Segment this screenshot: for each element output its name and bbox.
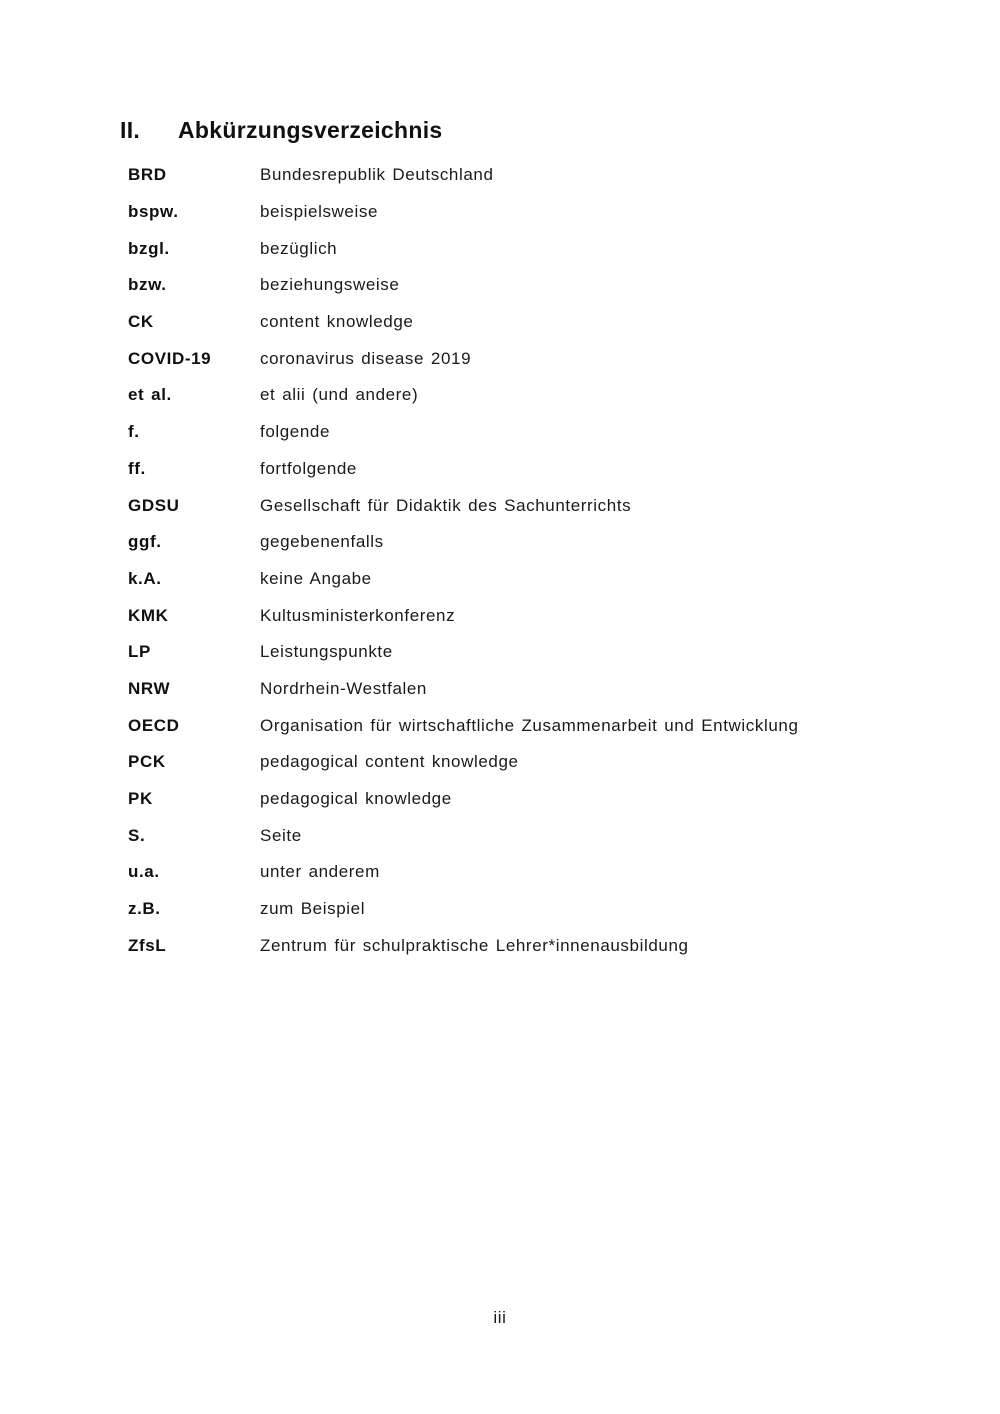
abbreviation-definition: et alii (und andere) bbox=[260, 385, 419, 405]
abbreviation-term: u.a. bbox=[128, 862, 160, 882]
abbreviation-row bbox=[128, 230, 910, 267]
abbreviation-term: bzgl. bbox=[128, 238, 170, 258]
abbreviation-definition: Organisation für wirtschaftliche Zusammenarbeit und Entwicklung bbox=[260, 715, 799, 735]
abbreviation-definition: content knowledge bbox=[260, 312, 414, 332]
abbreviation-definition: beziehungsweise bbox=[260, 275, 400, 295]
abbreviation-term: ZfsL bbox=[128, 935, 167, 955]
page-footer bbox=[0, 1308, 1000, 1328]
abbreviation-definition: Gesellschaft für Didaktik des Sachunterrichts bbox=[260, 495, 632, 515]
section-heading bbox=[120, 116, 910, 144]
abbreviation-term: CK bbox=[128, 312, 154, 332]
abbreviation-definition: keine Angabe bbox=[260, 568, 372, 588]
abbreviation-definition: zum Beispiel bbox=[260, 899, 366, 919]
abbreviation-term: k.A. bbox=[128, 568, 162, 588]
abbreviation-definition: Bundesrepublik Deutschland bbox=[260, 165, 494, 185]
abbreviation-row bbox=[128, 781, 910, 818]
abbreviation-row bbox=[128, 561, 910, 598]
abbreviation-row bbox=[128, 597, 910, 634]
abbreviation-definition: Kultusministerkonferenz bbox=[260, 605, 456, 625]
abbreviation-definition: pedagogical knowledge bbox=[260, 789, 452, 809]
abbreviation-definition: Leistungspunkte bbox=[260, 642, 393, 662]
abbreviation-row bbox=[128, 634, 910, 671]
abbreviation-row bbox=[128, 340, 910, 377]
abbreviation-definition: folgende bbox=[260, 422, 331, 442]
abbreviation-row bbox=[128, 267, 910, 304]
abbreviation-row bbox=[128, 891, 910, 928]
abbreviation-term: BRD bbox=[128, 165, 167, 185]
abbreviation-row bbox=[128, 194, 910, 231]
abbreviation-row bbox=[128, 854, 910, 891]
section-number: II. bbox=[120, 117, 141, 143]
abbreviation-row bbox=[128, 304, 910, 341]
abbreviation-term: ggf. bbox=[128, 532, 162, 552]
abbreviation-row bbox=[128, 671, 910, 708]
abbreviation-term: et al. bbox=[128, 385, 172, 405]
abbreviation-row bbox=[128, 451, 910, 488]
abbreviation-definition: Nordrhein-Westfalen bbox=[260, 678, 427, 698]
abbreviation-term: OECD bbox=[128, 715, 180, 735]
abbreviation-definition: Seite bbox=[260, 825, 302, 845]
abbreviation-definition: gegebenenfalls bbox=[260, 532, 384, 552]
abbreviation-term: PCK bbox=[128, 752, 166, 772]
abbreviation-row bbox=[128, 707, 910, 744]
abbreviation-term: KMK bbox=[128, 605, 169, 625]
abbreviation-definition: unter anderem bbox=[260, 862, 380, 882]
abbreviation-row bbox=[128, 817, 910, 854]
abbreviation-row bbox=[128, 414, 910, 451]
abbreviation-row bbox=[128, 927, 910, 964]
abbreviation-row bbox=[128, 377, 910, 414]
abbreviation-term: f. bbox=[128, 422, 140, 442]
page-content bbox=[120, 116, 910, 964]
abbreviation-term: NRW bbox=[128, 678, 171, 698]
abbreviation-list bbox=[128, 157, 910, 964]
abbreviation-definition: coronavirus disease 2019 bbox=[260, 348, 472, 368]
abbreviation-term: ff. bbox=[128, 458, 146, 478]
abbreviation-term: COVID-19 bbox=[128, 348, 212, 368]
abbreviation-term: LP bbox=[128, 642, 151, 662]
abbreviation-definition: beispielsweise bbox=[260, 202, 379, 222]
abbreviation-term: GDSU bbox=[128, 495, 180, 515]
section-title: Abkürzungsverzeichnis bbox=[178, 117, 443, 143]
abbreviation-row bbox=[128, 744, 910, 781]
abbreviation-definition: pedagogical content knowledge bbox=[260, 752, 519, 772]
abbreviation-term: S. bbox=[128, 825, 146, 845]
abbreviation-row bbox=[128, 487, 910, 524]
abbreviation-definition: Zentrum für schulpraktische Lehrer*innenausbildung bbox=[260, 935, 689, 955]
abbreviation-term: bspw. bbox=[128, 202, 179, 222]
abbreviation-term: bzw. bbox=[128, 275, 167, 295]
abbreviation-term: PK bbox=[128, 789, 153, 809]
page-number: iii bbox=[493, 1308, 507, 1327]
abbreviation-term: z.B. bbox=[128, 899, 161, 919]
abbreviation-definition: fortfolgende bbox=[260, 458, 357, 478]
abbreviation-row bbox=[128, 157, 910, 194]
abbreviation-definition: bezüglich bbox=[260, 238, 338, 258]
abbreviation-row bbox=[128, 524, 910, 561]
